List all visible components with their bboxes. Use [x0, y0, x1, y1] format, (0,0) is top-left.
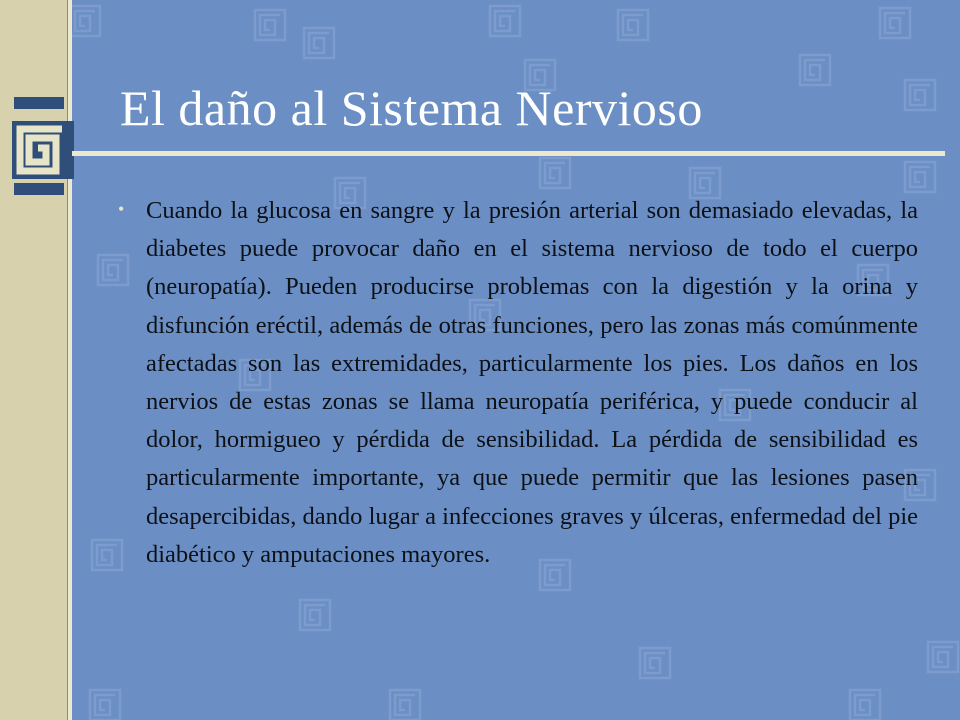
bullet-list [118, 192, 918, 574]
left-accent-line [68, 0, 72, 720]
bullet-marker: • [118, 199, 125, 219]
greek-key-spiral-icon [12, 121, 74, 179]
accent-band-bottom [14, 183, 64, 195]
accent-band-top [14, 97, 64, 109]
slide-title: El daño al Sistema Nervioso [120, 80, 703, 136]
title-divider [72, 151, 945, 156]
bullet-text: Cuando la glucosa en sangre y la presión arterial son demasiado elevadas, la diabetes puede provocar daño en el sistema nervioso de todo el cuerpo (neuropatía). Pueden producirse problemas con la digestión y la orina y disfunción eréctil, además de otras funciones, pero las zonas más comúnmente afectadas son las extremidades, particularmente los pies. Los daños en los nervios de estas zonas se llama neuropatía periférica, y puede conducir al dolor, hormigueo y pérdida de sensibilidad. La pérdida de sensibilidad es particularmente importante, ya que puede permitir que las lesiones pasen desapercibidas, dando lugar a infecciones graves y úlceras, enfermedad del pie diabético y amputaciones mayores. [146, 197, 918, 568]
